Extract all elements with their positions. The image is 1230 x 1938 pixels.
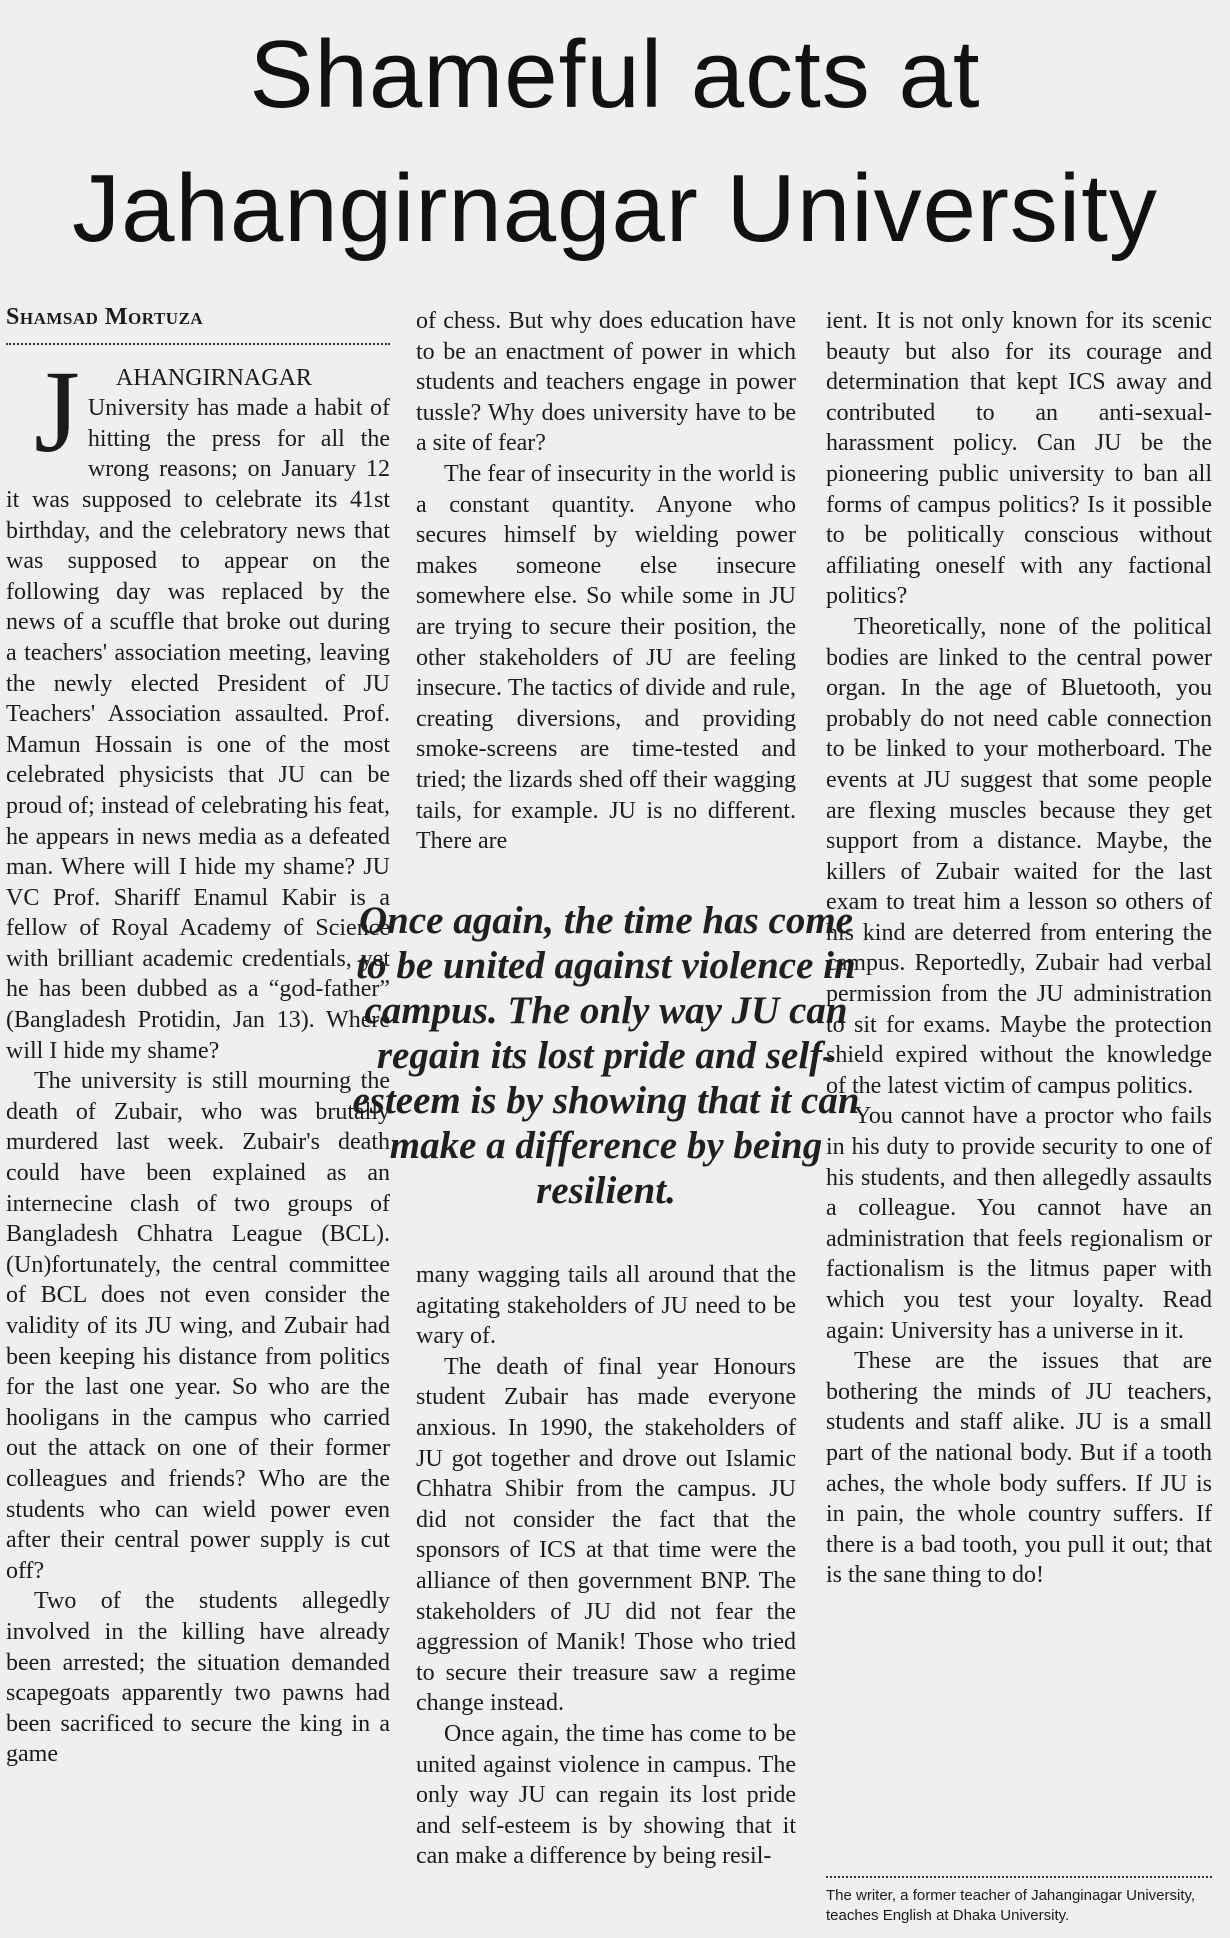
article-column-3: [826, 306, 1212, 1591]
paragraph: of chess. But why does education have to be an enactment of power in which students and teachers engage in power tussle? Why does university have to be a site of fear?: [416, 308, 796, 457]
paragraph: You cannot have a proctor who fails in his duty to provide security to one of his students, and then allegedly assaults a colleague. You cannot have an administration that feels regionalism or factionalism is the litmus paper with which you test your loyalty. Read again: University has a universe in it.: [826, 1103, 1212, 1344]
paragraph: Two of the students allegedly involved in the killing have already been arrested; the situation demanded scapegoats apparently two pawns had been sacrificed to secure the king in a game: [6, 1588, 390, 1768]
drop-cap: J: [34, 345, 80, 477]
headline: Shameful acts at Jahangirnagar University: [72, 21, 1158, 262]
paragraph: The death of final year Honours student Zubair has made everyone anxious. In 1990, the stakeholders of JU got together and drove out Islamic Chhatra Shibir from the campus. JU did not consider the fact that the sponsors of ICS at that time were the alliance of then government BNP. The stakeholders of JU did not fear the aggression of Manik! Those who tried to secure their treasure saw a regime change instead.: [416, 1353, 796, 1717]
paragraph: ient. It is not only known for its scenic beauty but also for its courage and determination that kept ICS away and contributed to an anti-sexual-harassment policy. Can JU be the pioneering public university to ban all forms of campus politics? Is it possible to be politically conscious without affiliating oneself with any factional politics?: [826, 308, 1212, 610]
paragraph: These are the issues that are bothering the minds of JU teachers, students and staff alike. JU is a small part of the national body. But if a tooth aches, the whole body suffers. If JU is in pain, the whole country suffers. If there is a bad tooth, you pull it out; that is the sane thing to do!: [826, 1348, 1212, 1589]
paragraph: Once again, the time has come to be united against violence in campus. The only way JU can regain its lost pride and self-esteem is by showing that it can make a difference by being resil-: [416, 1720, 796, 1870]
paragraph: [6, 345, 390, 1067]
article-column-2-top: [416, 306, 796, 857]
paragraph: Theoretically, none of the political bodies are linked to the central power organ. In the age of Bluetooth, you probably do not need cable connection to be linked to your motherboard. The events at JU suggest that some people are flexing muscles because they get support from a distance. Maybe, the killers of Zubair waited for the last exam to treat him a lesson so others of his kind are deterred from entering the campus. Reportedly, Zubair had verbal permission from the JU administration to sit for exams. Maybe the protection shield expired without the knowledge of the latest victim of campus politics.: [826, 613, 1212, 1099]
pull-quote: Once again, the time has come to be united against violence in campus. The only way JU can regain its lost pride and self-esteem is by showing that it can make a difference by being resilient.: [352, 899, 860, 1212]
paragraph: The fear of insecurity in the world is a constant quantity. Anyone who secures himself by wielding power makes someone else insecure somewhere else. So while some in JU are trying to secure their position, the other stakeholders of JU are feeling insecure. The tactics of divide and rule, creating diversions, and providing smoke-screens are time-tested and tried; the lizards shed off their wagging tails, for example. JU is no different. There are: [416, 460, 796, 855]
paragraph: The university is still mourning the death of Zubair, who was brutally murdered last week. Zubair's death could have been explained as an internecine clash of two groups of Bangladesh Chhatra League (BCL). (Un)fortunately, the central committee of BCL does not even consider the validity of its JU wing, and Zubair had been keeping his distance from politics for the last one year. So who are the hooligans in the campus who carried out the attack on one of their former colleagues and friends? Who are the students who can wield power even after their central power supply is cut off?: [6, 1068, 390, 1584]
byline: Shamsad Mortuza: [6, 302, 390, 345]
paragraph-text: AHANGIRNAGAR University has made a habit of hitting the press for all the wrong reasons; on January 12 it was supposed to celebrate its 41st birthday, and the celebratory news that was supposed to appear on the following day was replaced by the news of a scuffle that broke out during a teachers' association meeting, leaving the newly elected President of JU Teachers' Association assaulted. Prof. Mamun Hossain is one of the most celebrated physicists that JU can be proud of; instead of celebrating his feat, he appears in news media as a defeated man. Where will I hide my shame? JU VC Prof. Shariff Enamul Kabir is a fellow of Royal Academy of Science with brilliant academic credentials, yet he has been dubbed as a “god-father” (Bangladesh Protidin, Jan 13). Where will I hide my shame?: [6, 364, 390, 1064]
article-column-1: [6, 302, 390, 1770]
author-footnote: The writer, a former teacher of Jahanginagar University, teaches English at Dhaka University.: [826, 1876, 1212, 1926]
article-column-2-bottom: [416, 1260, 796, 1872]
paragraph: many wagging tails all around that the agitating stakeholders of JU need to be wary of.: [416, 1262, 796, 1350]
